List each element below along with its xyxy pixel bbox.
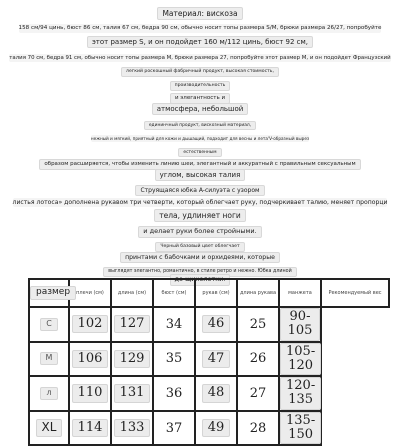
table-cell: 27 — [237, 376, 279, 411]
column-header: Рекомендуемый вес — [321, 279, 389, 307]
description-line: выглядят элегантно, романтично, в стиле ретро и нежно. Юбка длиной — [103, 267, 296, 277]
table-cell: 49 — [195, 411, 237, 446]
description-line: талия 70 см, бедра 91 см, обычно носит топы размера M, брюки размера 27, попробуйте этот размер M, и он подойдет Французский — [9, 55, 391, 61]
table-cell: 25 — [237, 307, 279, 342]
table-cell: 47 — [195, 342, 237, 377]
table-cell: 28 — [237, 411, 279, 446]
table-row — [29, 307, 389, 342]
table-cell: 48 — [195, 376, 237, 411]
column-header: длина рукава — [237, 279, 279, 307]
table-cell: 34 — [153, 307, 195, 342]
size-cell: M — [29, 342, 69, 377]
description-line: Черный базовый цвет облегчает — [155, 242, 244, 252]
table-cell: 110 — [69, 376, 111, 411]
column-header: размер — [29, 279, 69, 307]
description-line: 158 см/94 цинь, бюст 86 см, талия 67 см, бедра 90 см, обычно носит топы размера S/M, брюки размера 26/27, попробуйте — [18, 25, 382, 31]
table-cell: 106 — [69, 342, 111, 377]
description-line: нежный и мягкий, приятный для кожи и дышащий, подходит для весны и лета'V-образный вырез — [90, 136, 310, 141]
table-cell: 26 — [237, 342, 279, 377]
column-header: манжета — [279, 279, 321, 307]
description-line: и элегантность и — [170, 93, 230, 104]
column-header: бюст (см) — [153, 279, 195, 307]
description-line: Материал: вискоза — [157, 7, 242, 20]
table-cell: 36 — [153, 376, 195, 411]
column-header: плечи (см) — [69, 279, 111, 307]
description-line: естественным — [178, 148, 221, 157]
description-line: принтами с бабочками и орхидеями, которые — [120, 252, 280, 263]
table-cell: 129 — [111, 342, 153, 377]
table-cell: 133 — [111, 411, 153, 446]
table-cell: 90-105 — [279, 307, 321, 342]
table-cell: 114 — [69, 411, 111, 446]
size-cell: л — [29, 376, 69, 411]
description-line: производительность — [170, 81, 231, 91]
description-line: едининчный продукт, вискозный материал, — [144, 121, 256, 130]
description-line: тела, удлиняет ноги — [154, 209, 246, 222]
table-cell: 105-120 — [279, 342, 321, 377]
description-line: Струящаяся юбка A-силуэта с узором — [135, 185, 264, 196]
description-line: листья лотоса» дополнена рукавом три четверти, который облегчает руку, подчеркивает талию, меняет пропорци — [12, 199, 388, 206]
table-cell: 37 — [153, 411, 195, 446]
size-table — [28, 278, 390, 446]
table-row — [29, 342, 389, 377]
description-line: до щиколотки. — [170, 274, 231, 286]
table-cell: 46 — [195, 307, 237, 342]
description-line: этот размер S, и он подойдет 160 м/112 цинь, бюст 92 см, — [87, 36, 313, 48]
table-cell: 135-150 — [279, 411, 321, 446]
description-line: и делает руки более стройными. — [138, 226, 261, 238]
table-header-row — [29, 279, 389, 307]
size-cell: XL — [29, 411, 69, 446]
table-cell: 102 — [69, 307, 111, 342]
description-line: углом, высокая талия — [155, 169, 246, 181]
description-line: легкий роскошный фабричный продукт, высокая стоимость, — [121, 67, 279, 77]
description-line: атмосфера, небольшой — [152, 103, 249, 115]
table-row — [29, 411, 389, 446]
table-cell: 131 — [111, 376, 153, 411]
table-cell: 120-135 — [279, 376, 321, 411]
table-cell: 35 — [153, 342, 195, 377]
table-cell: 127 — [111, 307, 153, 342]
column-header: длина (см) — [111, 279, 153, 307]
table-row — [29, 376, 389, 411]
description-line: образом расширяется, чтобы изменить линию шеи, элегантный и аккуратный с правильным сексуальным — [39, 159, 360, 170]
column-header: рукав (см) — [195, 279, 237, 307]
size-cell: С — [29, 307, 69, 342]
